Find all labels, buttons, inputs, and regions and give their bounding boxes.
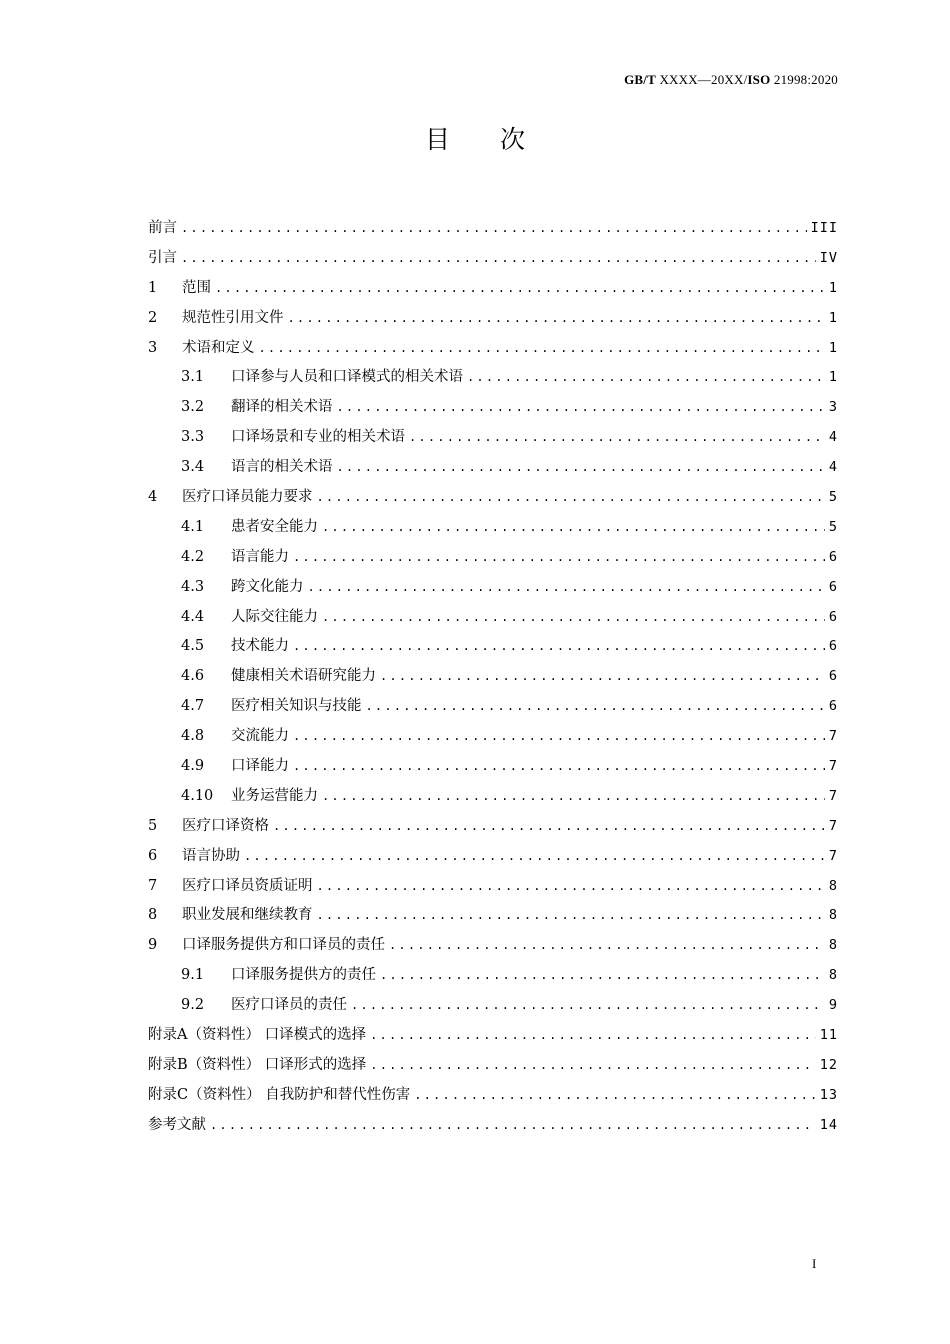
toc-entry[interactable] xyxy=(148,363,838,393)
toc-entry-label: 医疗相关知识与技能 xyxy=(231,698,362,715)
toc-entry-number: 3.3 xyxy=(181,429,205,446)
toc-dot-leader xyxy=(244,842,825,872)
toc-entry-number: 7 xyxy=(148,877,158,894)
toc-entry-page: 12 xyxy=(819,1056,838,1073)
toc-entry-label: 附录B（资料性） 口译形式的选择 xyxy=(148,1056,367,1073)
toc-entry[interactable] xyxy=(148,573,838,603)
toc-dot-leader xyxy=(317,901,825,931)
toc-entry[interactable] xyxy=(148,872,838,902)
toc-dot-leader xyxy=(293,543,825,573)
toc-entry[interactable] xyxy=(148,543,838,573)
toc-entry-label: 健康相关术语研究能力 xyxy=(231,668,376,685)
toc-entry[interactable] xyxy=(148,722,838,752)
toc-entry-label: 口译参与人员和口译模式的相关术语 xyxy=(231,369,463,386)
toc-dot-leader xyxy=(322,513,825,543)
toc-entry[interactable] xyxy=(148,483,838,513)
toc-entry-label: 交流能力 xyxy=(231,728,289,745)
toc-entry-page: 1 xyxy=(828,339,838,356)
toc-entry-label: 医疗口译资格 xyxy=(182,817,269,834)
toc-entry-number: 9.1 xyxy=(181,967,205,984)
document-header xyxy=(624,72,838,88)
toc-entry[interactable] xyxy=(148,991,838,1021)
toc-dot-leader xyxy=(317,872,825,902)
toc-entry[interactable] xyxy=(148,603,838,633)
toc-dot-leader xyxy=(414,1081,816,1111)
toc-entry-label: 技术能力 xyxy=(231,638,289,655)
toc-entry[interactable] xyxy=(148,1111,838,1141)
toc-dot-leader xyxy=(337,453,825,483)
toc-entry-number: 4.6 xyxy=(181,668,205,685)
toc-entry-number: 5 xyxy=(148,817,158,834)
toc-entry-number: 3 xyxy=(148,339,158,356)
toc-entry-number: 4.3 xyxy=(181,578,205,595)
toc-entry-page: 1 xyxy=(828,279,838,296)
toc-dot-leader xyxy=(293,632,825,662)
toc-entry-page: 7 xyxy=(828,787,838,804)
toc-entry-label: 引言 xyxy=(148,249,177,266)
toc-entry-page: 7 xyxy=(828,728,838,745)
toc-dot-leader xyxy=(337,393,825,423)
standard-number: XXXX—20XX/ xyxy=(659,72,748,87)
toc-entry-label: 语言的相关术语 xyxy=(231,459,333,476)
toc-entry-label: 口译服务提供方和口译员的责任 xyxy=(182,937,385,954)
toc-entry-label: 口译服务提供方的责任 xyxy=(231,967,376,984)
toc-entry-number: 4.5 xyxy=(181,638,205,655)
toc-entry-page: 6 xyxy=(828,638,838,655)
toc-entry-page: 14 xyxy=(819,1116,838,1133)
toc-entry-number: 3.2 xyxy=(181,399,205,416)
toc-entry[interactable] xyxy=(148,1021,838,1051)
toc-entry-label: 语言能力 xyxy=(231,548,289,565)
toc-entry-number: 3.1 xyxy=(181,369,205,386)
toc-entry-label: 业务运营能力 xyxy=(231,787,318,804)
toc-dot-leader xyxy=(181,244,816,274)
toc-entry-number: 4.10 xyxy=(181,787,214,804)
toc-dot-leader xyxy=(273,812,825,842)
toc-entry-page: 3 xyxy=(828,399,838,416)
toc-entry[interactable] xyxy=(148,513,838,543)
toc-entry[interactable] xyxy=(148,842,838,872)
toc-entry-page: 7 xyxy=(828,817,838,834)
toc-entry[interactable] xyxy=(148,961,838,991)
toc-entry-label: 附录C（资料性） 自我防护和替代性伤害 xyxy=(148,1086,411,1103)
toc-entry-page: IV xyxy=(819,249,838,266)
toc-dot-leader xyxy=(317,483,825,513)
toc-dot-leader xyxy=(322,782,825,812)
toc-entry-page: 5 xyxy=(828,489,838,506)
toc-entry-label: 前言 xyxy=(148,220,177,236)
toc-entry-label: 医疗口译员资质证明 xyxy=(182,877,313,894)
toc-dot-leader xyxy=(293,722,825,752)
standard-prefix: GB/T xyxy=(624,72,656,87)
toc-entry-number: 1 xyxy=(148,279,158,296)
toc-entry-page: 8 xyxy=(828,907,838,924)
toc-entry[interactable] xyxy=(148,931,838,961)
toc-entry-number: 2 xyxy=(148,309,158,326)
toc-entry-number: 4.7 xyxy=(181,698,205,715)
toc-dot-leader xyxy=(293,752,825,782)
toc-entry[interactable] xyxy=(148,274,838,304)
toc-entry-page: 8 xyxy=(828,877,838,894)
toc-entry[interactable] xyxy=(148,304,838,334)
toc-entry-page: 13 xyxy=(819,1086,838,1103)
toc-entry-page: 4 xyxy=(828,429,838,446)
toc-entry-number: 6 xyxy=(148,847,158,864)
toc-entry-label: 口译能力 xyxy=(231,758,289,775)
toc-dot-leader xyxy=(380,961,825,991)
toc-entry-number: 4.8 xyxy=(181,728,205,745)
toc-entry[interactable] xyxy=(148,334,838,364)
toc-entry[interactable] xyxy=(148,453,838,483)
toc-entry-number: 4 xyxy=(148,489,158,506)
toc-entry[interactable] xyxy=(148,244,838,274)
toc-entry[interactable] xyxy=(148,812,838,842)
toc-entry-label: 口译场景和专业的相关术语 xyxy=(231,429,405,446)
toc-dot-leader xyxy=(210,1111,816,1141)
toc-dot-leader xyxy=(370,1021,816,1051)
table-of-contents xyxy=(148,214,838,1141)
toc-entry[interactable] xyxy=(148,1051,838,1081)
toc-dot-leader xyxy=(308,573,825,603)
toc-dot-leader xyxy=(181,214,807,244)
toc-entry-page: 1 xyxy=(828,309,838,326)
toc-entry[interactable] xyxy=(148,632,838,662)
toc-entry[interactable] xyxy=(148,214,838,244)
toc-entry-number: 8 xyxy=(148,907,158,924)
toc-entry-label: 人际交往能力 xyxy=(231,608,318,625)
toc-entry-page: 5 xyxy=(828,518,838,535)
toc-entry-page: 6 xyxy=(828,578,838,595)
toc-entry-label: 医疗口译员的责任 xyxy=(231,997,347,1014)
toc-entry-label: 规范性引用文件 xyxy=(182,309,284,326)
toc-entry-page: 8 xyxy=(828,967,838,984)
toc-entry[interactable] xyxy=(148,692,838,722)
toc-entry-number: 4.4 xyxy=(181,608,205,625)
toc-entry-label: 跨文化能力 xyxy=(231,578,304,595)
toc-dot-leader xyxy=(215,274,825,304)
toc-entry[interactable] xyxy=(148,901,838,931)
toc-entry[interactable] xyxy=(148,423,838,453)
toc-entry-number: 4.9 xyxy=(181,758,205,775)
toc-entry-page: 7 xyxy=(828,758,838,775)
toc-entry-page: 6 xyxy=(828,608,838,625)
toc-entry[interactable] xyxy=(148,782,838,812)
toc-dot-leader xyxy=(322,603,825,633)
toc-dot-leader xyxy=(259,334,825,364)
toc-entry-label: 医疗口译员能力要求 xyxy=(182,489,313,506)
toc-entry-number: 3.4 xyxy=(181,459,205,476)
toc-entry-label: 患者安全能力 xyxy=(231,518,318,535)
toc-entry-label: 职业发展和继续教育 xyxy=(182,907,313,924)
toc-dot-leader xyxy=(380,662,825,692)
toc-entry-page: 7 xyxy=(828,847,838,864)
toc-entry-page: III xyxy=(810,220,838,236)
iso-prefix: ISO xyxy=(747,72,771,87)
toc-entry-page: 11 xyxy=(819,1027,838,1044)
toc-entry-page: 6 xyxy=(828,668,838,685)
toc-entry-number: 4.1 xyxy=(181,518,205,535)
toc-dot-leader xyxy=(467,363,825,393)
toc-entry-number: 4.2 xyxy=(181,548,205,565)
toc-entry[interactable] xyxy=(148,662,838,692)
toc-entry-label: 参考文献 xyxy=(148,1116,206,1133)
toc-entry-page: 1 xyxy=(828,369,838,386)
toc-entry-label: 术语和定义 xyxy=(182,339,255,356)
iso-number: 21998:2020 xyxy=(773,72,838,87)
toc-entry[interactable] xyxy=(148,1081,838,1111)
page-title: 目次 xyxy=(424,125,575,154)
toc-dot-leader xyxy=(288,304,825,334)
toc-entry-page: 6 xyxy=(828,548,838,565)
toc-entry-label: 语言协助 xyxy=(182,847,240,864)
toc-dot-leader xyxy=(366,692,825,722)
toc-dot-leader xyxy=(370,1051,815,1081)
toc-entry-number: 9 xyxy=(148,937,158,954)
toc-entry-label: 附录A（资料性） 口译模式的选择 xyxy=(148,1027,367,1044)
toc-entry[interactable] xyxy=(148,752,838,782)
page-number: I xyxy=(812,1256,817,1271)
toc-entry-page: 6 xyxy=(828,698,838,715)
toc-entry[interactable] xyxy=(148,393,838,423)
toc-entry-page: 9 xyxy=(828,997,838,1014)
toc-dot-leader xyxy=(389,931,825,961)
toc-entry-label: 翻译的相关术语 xyxy=(231,399,333,416)
toc-entry-label: 范围 xyxy=(182,279,211,296)
toc-entry-page: 8 xyxy=(828,937,838,954)
toc-entry-page: 4 xyxy=(828,459,838,476)
toc-dot-leader xyxy=(409,423,825,453)
toc-entry-number: 9.2 xyxy=(181,997,205,1014)
toc-dot-leader xyxy=(351,991,825,1021)
